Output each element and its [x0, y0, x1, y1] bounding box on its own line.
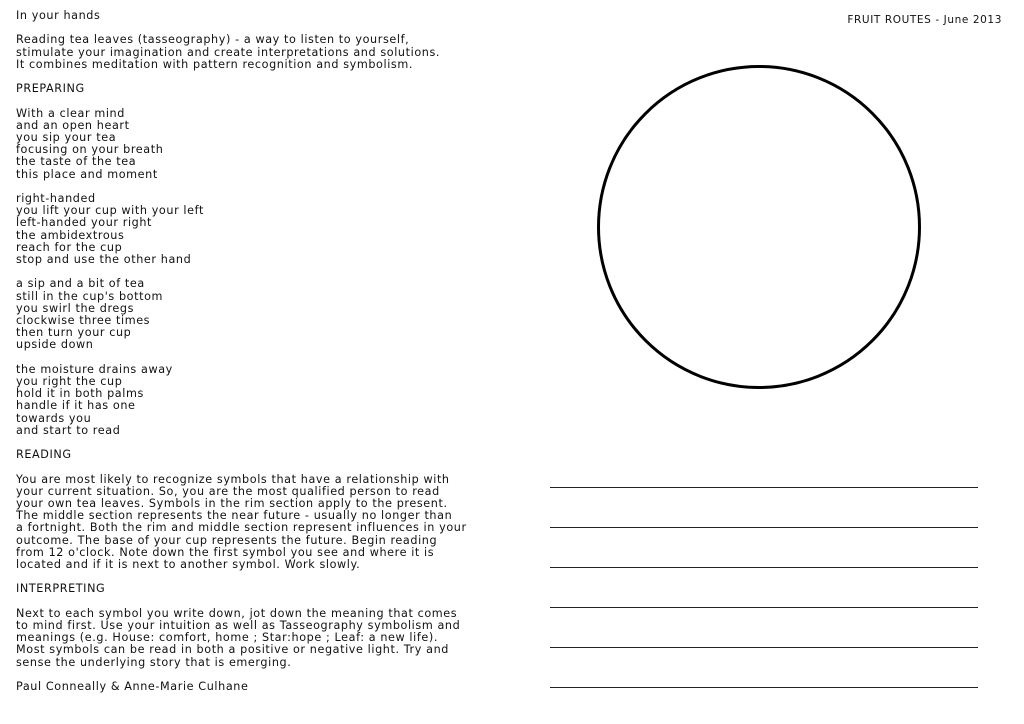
interpreting-line: Most symbols can be read in both a positive or negative light. Try and: [16, 643, 449, 657]
poem-line: a sip and a bit of tea: [16, 277, 145, 291]
writing-line[interactable]: [550, 567, 978, 568]
reading-line: from 12 o'clock. Note down the first symbol you see and where it is: [16, 545, 435, 559]
poem-line: you right the cup: [16, 375, 123, 388]
poem-line: and an open heart: [16, 118, 130, 132]
preparing-heading: PREPARING: [16, 82, 85, 96]
poem-line: you swirl the dregs: [16, 301, 135, 315]
cup-circle: [597, 65, 921, 389]
interpreting-line: sense the underlying story that is emerging.: [16, 655, 292, 669]
poem-line: this place and moment: [16, 167, 158, 181]
interpreting-line: meanings (e.g. House: comfort, home ; Star:hope ; Leaf: a new life).: [16, 631, 438, 645]
page-title: In your hands: [16, 9, 101, 22]
poem-line: reach for the cup: [16, 240, 123, 254]
poem-line: upside down: [16, 338, 94, 352]
poem-line: clockwise three times: [16, 314, 151, 327]
text-column: [16, 10, 516, 693]
interpreting-line: to mind first. Use your intuition as well as Tasseography symbolism and: [16, 619, 461, 632]
reading-heading: READING: [16, 448, 72, 462]
poem-line: towards you: [16, 411, 92, 425]
reading-line: The middle section represents the near future - usually no longer than: [16, 509, 453, 523]
poem-line: stop and use the other hand: [16, 253, 192, 266]
series-label: FRUIT ROUTES - June 2013: [847, 14, 1002, 26]
writing-line[interactable]: [550, 647, 978, 648]
interpreting-line: Next to each symbol you write down, jot down the meaning that comes: [16, 606, 458, 620]
poem-line: still in the cup's bottom: [16, 289, 164, 303]
poem-line: hold it in both palms: [16, 387, 144, 401]
poem-line: the moisture drains away: [16, 362, 173, 376]
poem-line: right-handed: [16, 191, 96, 205]
credits: Paul Conneally & Anne-Marie Culhane: [16, 680, 249, 693]
reading-line: your own tea leaves. Symbols in the rim section apply to the present.: [16, 497, 448, 510]
intro-line: Reading tea leaves (tasseography) - a way to listen to yourself,: [16, 33, 410, 47]
poem-line: then turn your cup: [16, 326, 132, 340]
poem-line: With a clear mind: [16, 106, 125, 120]
reading-line: your current situation. So, you are the most qualified person to read: [16, 484, 440, 498]
writing-line[interactable]: [550, 487, 978, 488]
reading-line: You are most likely to recognize symbols that have a relationship with: [16, 472, 450, 486]
poem-line: the ambidextrous: [16, 228, 125, 242]
reading-line: outcome. The base of your cup represents the future. Begin reading: [16, 533, 438, 547]
writing-line[interactable]: [550, 607, 978, 608]
writing-line[interactable]: [550, 527, 978, 528]
poem-line: you sip your tea: [16, 130, 117, 144]
reading-line: located and if it is next to another symbol. Work slowly.: [16, 558, 361, 572]
poem-line: focusing on your breath: [16, 143, 164, 157]
poem-line: left-handed your right: [16, 216, 153, 230]
writing-line[interactable]: [550, 687, 978, 688]
interpreting-heading: INTERPRETING: [16, 582, 106, 596]
poem-line: the taste of the tea: [16, 155, 137, 169]
reading-line: a fortnight. Both the rim and middle section represent influences in your: [16, 521, 467, 535]
intro-line: stimulate your imagination and create interpretations and solutions.: [16, 45, 441, 59]
poem-line: handle if it has one: [16, 399, 136, 413]
poem-line: you lift your cup with your left: [16, 204, 204, 218]
poem-line: and start to read: [16, 423, 121, 437]
intro-line: It combines meditation with pattern recognition and symbolism.: [16, 57, 413, 71]
